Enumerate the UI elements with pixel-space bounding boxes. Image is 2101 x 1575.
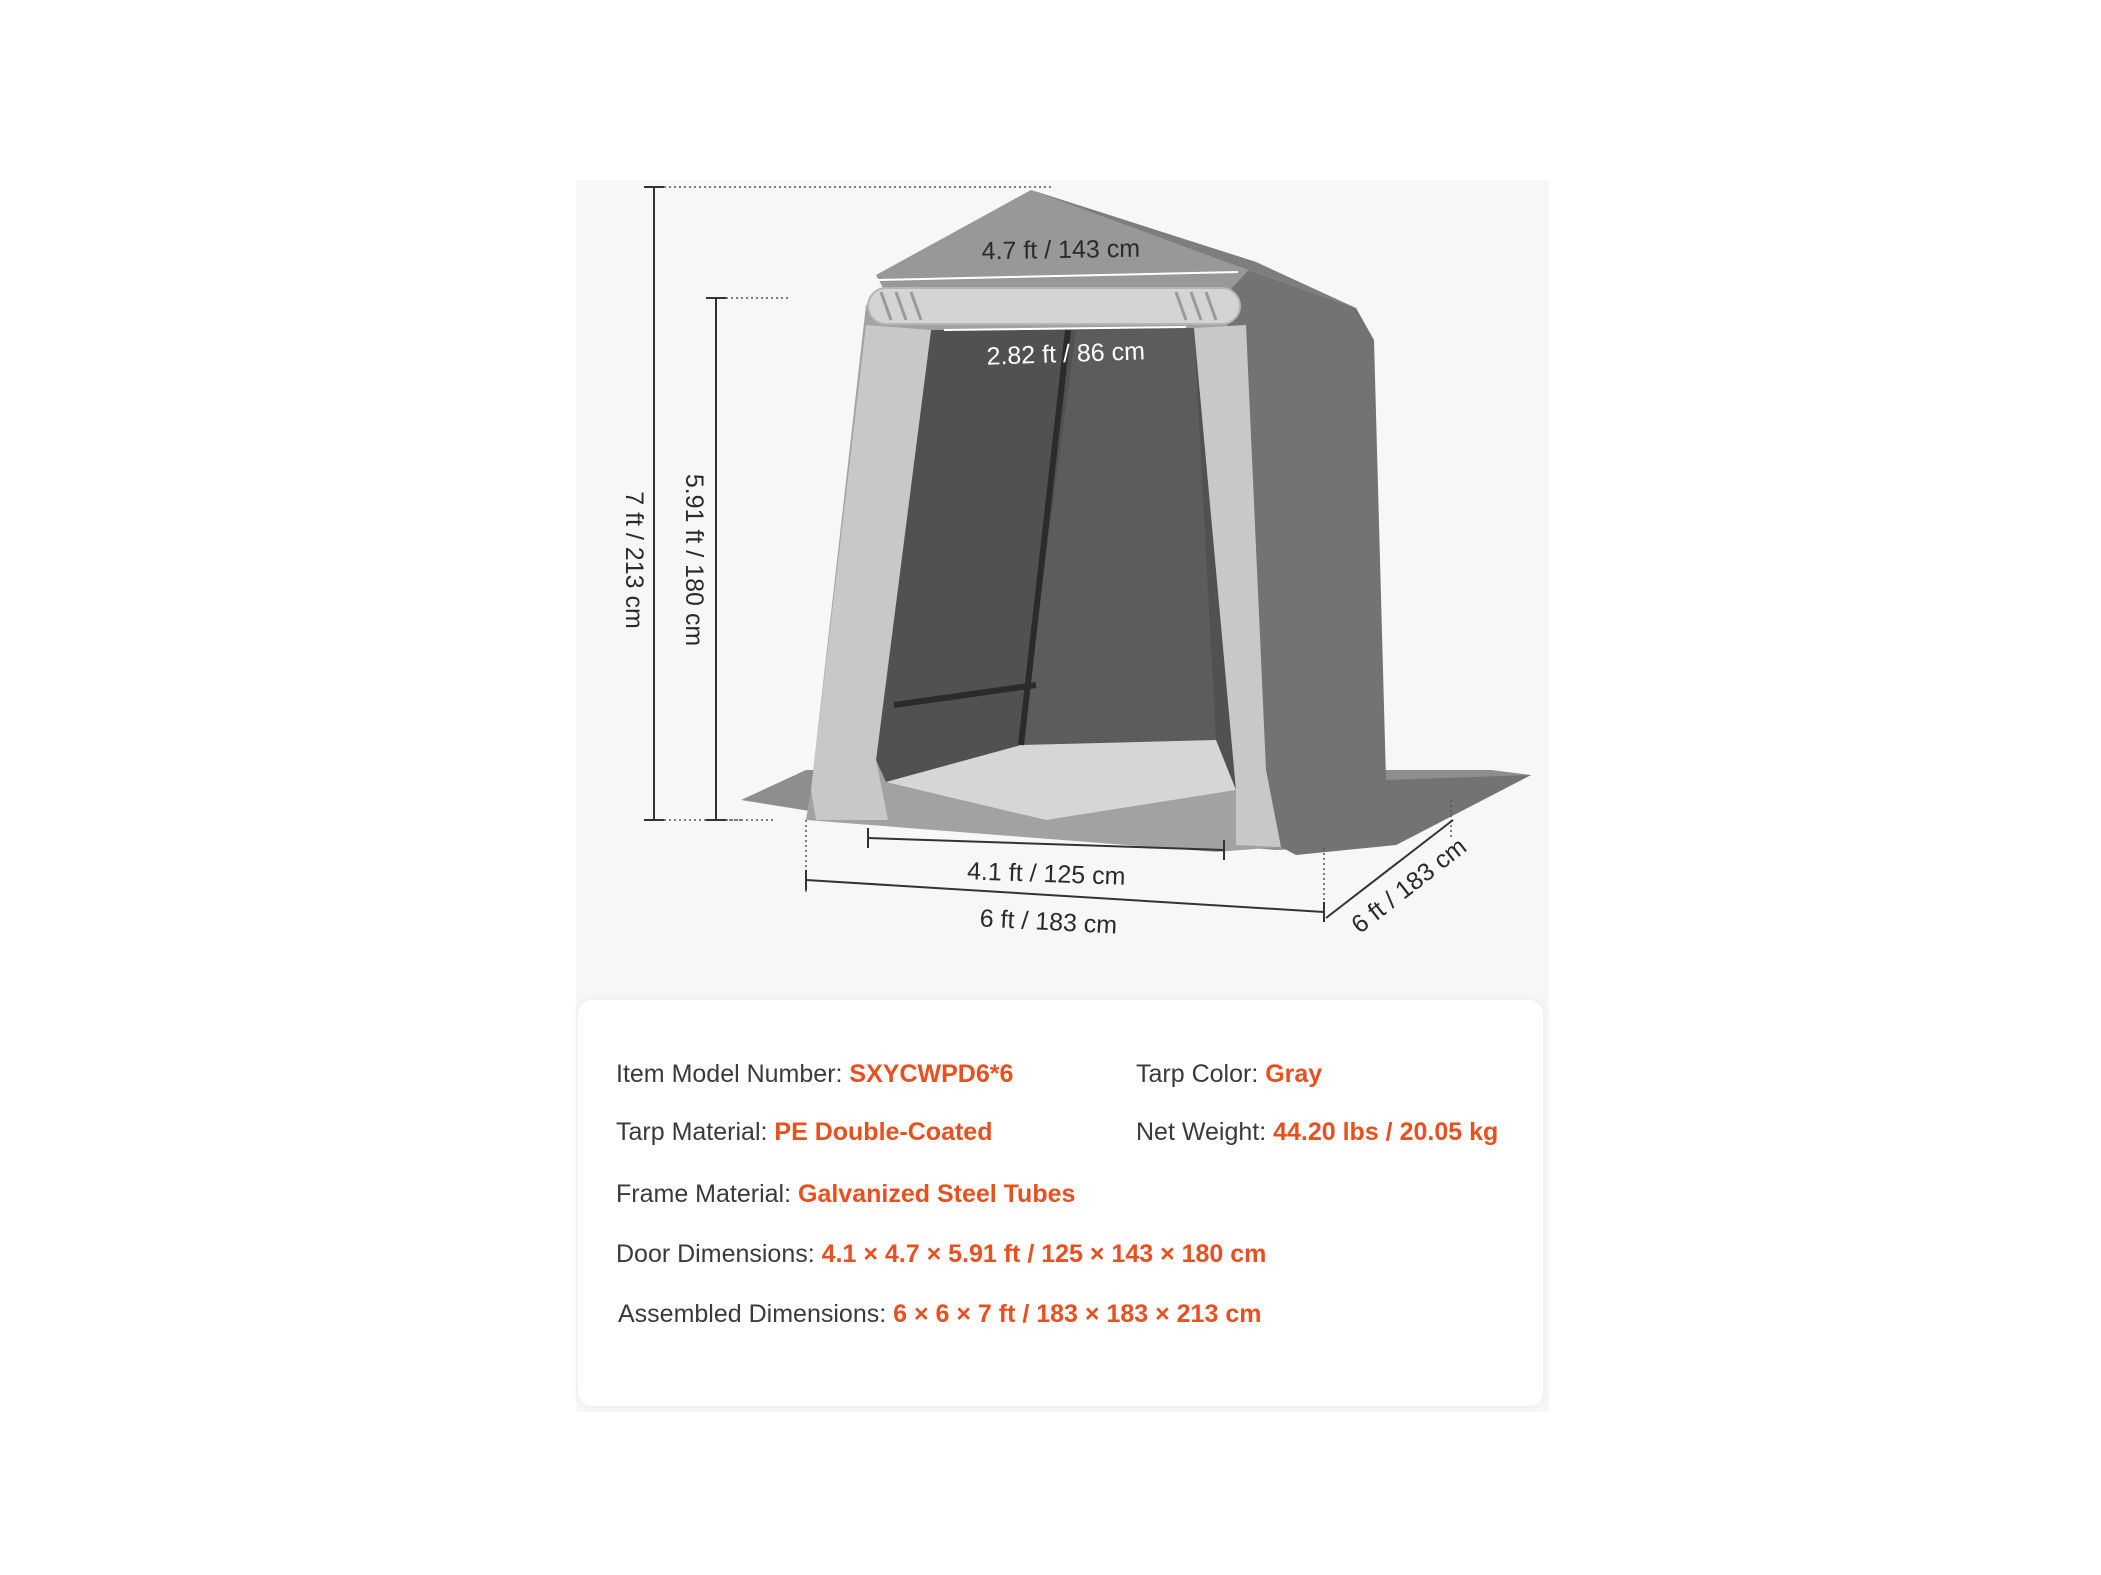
spec-assembled-value: 6 × 6 × 7 ft / 183 × 183 × 213 cm xyxy=(893,1300,1262,1328)
spec-assembled-label: Assembled Dimensions: xyxy=(618,1300,887,1328)
side-height-label: 5.91 ft / 180 cm xyxy=(680,473,708,647)
spec-model-label: Item Model Number: xyxy=(616,1060,843,1088)
spec-frame-value: Galvanized Steel Tubes xyxy=(798,1180,1076,1208)
depth-label: 6 ft / 183 cm xyxy=(1346,832,1472,940)
tent-dimension-illustration xyxy=(576,180,1549,1010)
spec-frame xyxy=(616,1180,1075,1209)
spec-door-label: Door Dimensions: xyxy=(616,1240,815,1268)
spec-frame-label: Frame Material: xyxy=(616,1180,792,1208)
spec-tarp-value: PE Double-Coated xyxy=(774,1118,993,1146)
spec-tarp xyxy=(616,1118,992,1147)
spec-door-value: 4.1 × 4.7 × 5.91 ft / 125 × 143 × 180 cm xyxy=(821,1240,1267,1268)
spec-model-value: SXYCWPD6*6 xyxy=(849,1060,1014,1088)
spec-weight-value: 44.20 lbs / 20.05 kg xyxy=(1273,1118,1499,1146)
roof-width-label: 4.7 ft / 143 cm xyxy=(981,234,1141,266)
spec-assembled xyxy=(618,1300,1261,1329)
total-height-label: 7 ft / 213 cm xyxy=(620,491,648,629)
spec-color-label: Tarp Color: xyxy=(1136,1060,1259,1088)
door-top-width-label: 2.82 ft / 86 cm xyxy=(986,337,1146,371)
spec-card xyxy=(578,1000,1543,1406)
front-width-label: 6 ft / 183 cm xyxy=(978,904,1118,940)
spec-door xyxy=(616,1240,1266,1269)
spec-weight xyxy=(1136,1118,1498,1147)
door-bottom-width-label: 4.1 ft / 125 cm xyxy=(966,857,1126,891)
spec-color xyxy=(1136,1060,1322,1089)
spec-weight-label: Net Weight: xyxy=(1136,1118,1267,1146)
spec-model xyxy=(616,1060,1013,1089)
spec-tarp-label: Tarp Material: xyxy=(616,1118,768,1146)
spec-color-value: Gray xyxy=(1265,1060,1323,1088)
